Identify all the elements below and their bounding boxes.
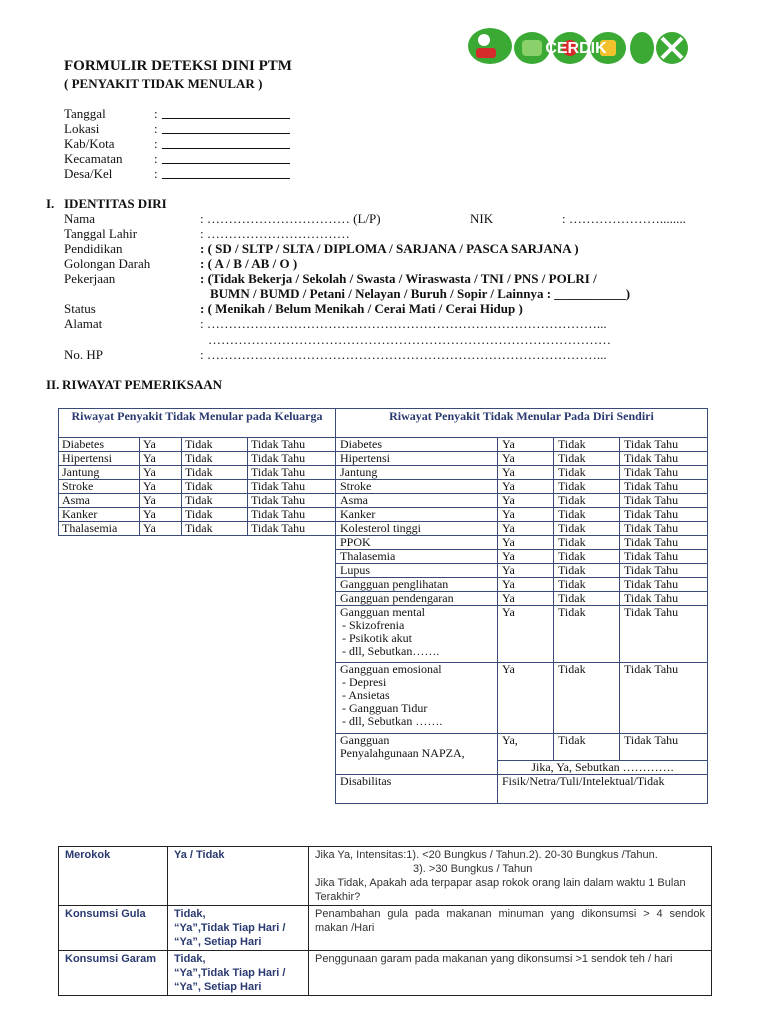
field-label: Kecamatan <box>64 151 123 166</box>
table-row[interactable] <box>336 578 708 592</box>
option-ya[interactable]: Ya <box>498 452 554 466</box>
option-tidak-tahu[interactable]: Tidak Tahu <box>248 494 336 508</box>
disease-name: PPOK <box>336 536 498 550</box>
form-title: FORMULIR DETEKSI DINI PTM <box>64 58 292 74</box>
table-row[interactable] <box>59 480 336 494</box>
option-ya[interactable]: Ya <box>498 663 554 734</box>
option-tidak-tahu[interactable]: Tidak Tahu <box>620 606 708 663</box>
table-row[interactable] <box>336 438 708 452</box>
disease-name: Lupus <box>336 564 498 578</box>
disease-name: Stroke <box>336 480 498 494</box>
field-label: Lokasi <box>64 121 100 136</box>
option-tidak-tahu[interactable]: Tidak Tahu <box>620 480 708 494</box>
table-row[interactable] <box>336 663 708 734</box>
option-tidak-tahu[interactable]: Tidak Tahu <box>620 508 708 522</box>
option-tidak-tahu[interactable]: Tidak Tahu <box>620 466 708 480</box>
option-ya[interactable]: Ya <box>140 508 182 522</box>
option-ya[interactable]: Ya <box>498 466 554 480</box>
field-label: Tanggal <box>64 106 106 121</box>
disease-name: Jantung <box>59 466 140 480</box>
nik-label: NIK <box>470 211 494 226</box>
disabilitas-label: Disabilitas <box>336 775 498 804</box>
option-tidak-tahu[interactable]: Tidak Tahu <box>248 438 336 452</box>
option-tidak[interactable]: Tidak <box>554 508 620 522</box>
option-tidak[interactable]: Tidak <box>182 522 248 536</box>
disease-name: Hipertensi <box>59 452 140 466</box>
family-table-header: Riwayat Penyakit Tidak Menular pada Keluarga <box>59 409 336 438</box>
option-tidak-tahu[interactable]: Tidak Tahu <box>620 522 708 536</box>
table-row[interactable] <box>336 494 708 508</box>
emosional-cell: Gangguan emosional - Depresi - Ansietas - Gangguan Tidur - dll, Sebutkan ……. <box>336 663 498 734</box>
table-row[interactable] <box>336 480 708 494</box>
table-row[interactable] <box>336 452 708 466</box>
option-tidak[interactable]: Tidak <box>554 438 620 452</box>
option-ya[interactable]: Ya <box>498 480 554 494</box>
table-row[interactable] <box>59 951 712 996</box>
option-ya[interactable]: Ya <box>498 606 554 663</box>
option-tidak[interactable]: Tidak <box>554 480 620 494</box>
disabilitas-options[interactable]: Fisik/Netra/Tuli/Intelektual/Tidak <box>498 775 708 804</box>
lifestyle-table <box>58 846 712 996</box>
disease-name: Diabetes <box>59 438 140 452</box>
option-tidak[interactable]: Tidak <box>182 452 248 466</box>
table-row[interactable] <box>336 606 708 663</box>
option-ya[interactable]: Ya <box>498 536 554 550</box>
option-tidak[interactable]: Tidak <box>182 466 248 480</box>
napza-sebutkan[interactable]: Jika, Ya, Sebutkan …………. <box>498 761 708 775</box>
merokok-desc: Jika Ya, Intensitas:1). <20 Bungkus / Tahun.2). 20-30 Bungkus /Tahun. 3). >30 Bungkus / Tahun Jika Tidak, Apakah ada terpapar asap rokok orang lain dalam waktu 1 Bulan Terakhir? <box>309 847 712 906</box>
merokok-options[interactable]: Ya / Tidak <box>168 847 309 906</box>
table-row[interactable] <box>59 452 336 466</box>
disease-name: Stroke <box>59 480 140 494</box>
table-row[interactable] <box>336 734 708 761</box>
table-row[interactable] <box>336 466 708 480</box>
table-row[interactable] <box>59 466 336 480</box>
option-ya[interactable]: Ya, <box>498 734 554 761</box>
option-tidak-tahu[interactable]: Tidak Tahu <box>248 508 336 522</box>
option-tidak-tahu[interactable]: Tidak Tahu <box>620 536 708 550</box>
option-tidak-tahu[interactable]: Tidak Tahu <box>620 564 708 578</box>
option-tidak[interactable]: Tidak <box>182 438 248 452</box>
option-tidak-tahu[interactable]: Tidak Tahu <box>248 522 336 536</box>
option-tidak[interactable]: Tidak <box>554 522 620 536</box>
option-tidak-tahu[interactable]: Tidak Tahu <box>620 494 708 508</box>
table-row[interactable] <box>59 847 712 906</box>
field-label: Desa/Kel <box>64 166 113 181</box>
option-tidak[interactable]: Tidak <box>182 480 248 494</box>
option-tidak-tahu[interactable]: Tidak Tahu <box>620 578 708 592</box>
option-ya[interactable]: Ya <box>498 578 554 592</box>
disease-name: Asma <box>59 494 140 508</box>
option-tidak-tahu[interactable]: Tidak Tahu <box>620 592 708 606</box>
option-tidak-tahu[interactable]: Tidak Tahu <box>248 452 336 466</box>
garam-label: Konsumsi Garam <box>59 951 168 996</box>
napza-cell: Gangguan Penyalahgunaan NAPZA, <box>336 734 498 775</box>
option-ya[interactable]: Ya <box>140 494 182 508</box>
option-tidak[interactable]: Tidak <box>554 734 620 761</box>
merokok-label: Merokok <box>59 847 168 906</box>
gula-desc: Penambahan gula pada makanan minuman yang dikonsumsi > 4 sendok makan /Hari <box>309 906 712 951</box>
option-tidak-tahu[interactable]: Tidak Tahu <box>620 438 708 452</box>
option-ya[interactable]: Ya <box>140 438 182 452</box>
family-history-table <box>58 408 336 536</box>
option-ya[interactable]: Ya <box>498 494 554 508</box>
svg-text:CERDIK: CERDIK <box>545 40 607 57</box>
table-row[interactable] <box>336 775 708 804</box>
option-tidak[interactable]: Tidak <box>182 494 248 508</box>
option-tidak-tahu[interactable]: Tidak Tahu <box>620 452 708 466</box>
option-ya[interactable]: Ya <box>140 522 182 536</box>
table-row[interactable] <box>59 508 336 522</box>
option-ya[interactable]: Ya <box>140 480 182 494</box>
option-ya[interactable]: Ya <box>498 522 554 536</box>
option-tidak[interactable]: Tidak <box>554 578 620 592</box>
table-row[interactable] <box>59 522 336 536</box>
own-history-table <box>335 408 708 804</box>
option-tidak[interactable]: Tidak <box>554 536 620 550</box>
gula-options[interactable]: Tidak, “Ya”,Tidak Tiap Hari / “Ya”, Setiap Hari <box>168 906 309 951</box>
garam-desc: Penggunaan garam pada makanan yang dikonsumsi >1 sendok teh / hari <box>309 951 712 996</box>
table-row[interactable] <box>336 508 708 522</box>
option-tidak[interactable]: Tidak <box>554 550 620 564</box>
disease-name: Kanker <box>336 508 498 522</box>
option-tidak[interactable]: Tidak <box>554 592 620 606</box>
nik-value: : …………………........ <box>562 211 686 226</box>
option-tidak[interactable]: Tidak <box>554 466 620 480</box>
cerdik-logo <box>462 22 690 70</box>
option-ya[interactable]: Ya <box>498 550 554 564</box>
disease-name: Jantung <box>336 466 498 480</box>
disease-name: Kanker <box>59 508 140 522</box>
field-label: Kab/Kota <box>64 136 115 151</box>
table-row[interactable] <box>59 438 336 452</box>
disease-name: Gangguan pendengaran <box>336 592 498 606</box>
option-ya[interactable]: Ya <box>140 466 182 480</box>
table-row[interactable] <box>336 536 708 550</box>
table-row[interactable] <box>59 906 712 951</box>
option-tidak[interactable]: Tidak <box>554 663 620 734</box>
table-row[interactable] <box>336 550 708 564</box>
option-ya[interactable]: Ya <box>498 508 554 522</box>
table-row[interactable] <box>336 522 708 536</box>
option-tidak[interactable]: Tidak <box>554 564 620 578</box>
option-tidak-tahu[interactable]: Tidak Tahu <box>620 663 708 734</box>
option-tidak-tahu[interactable]: Tidak Tahu <box>620 550 708 564</box>
form-subtitle: ( PENYAKIT TIDAK MENULAR ) <box>64 76 263 91</box>
disease-name: Gangguan penglihatan <box>336 578 498 592</box>
option-tidak-tahu[interactable]: Tidak Tahu <box>620 734 708 761</box>
option-tidak[interactable]: Tidak <box>554 606 620 663</box>
disease-name: Diabetes <box>336 438 498 452</box>
mental-cell: Gangguan mental - Skizofrenia - Psikotik akut - dll, Sebutkan……. <box>336 606 498 663</box>
option-tidak[interactable]: Tidak <box>554 494 620 508</box>
table-row[interactable] <box>336 592 708 606</box>
disease-name: Hipertensi <box>336 452 498 466</box>
disease-name: Asma <box>336 494 498 508</box>
disease-name: Thalasemia <box>59 522 140 536</box>
table-row[interactable] <box>336 564 708 578</box>
option-tidak-tahu[interactable]: Tidak Tahu <box>248 466 336 480</box>
disease-name: Thalasemia <box>336 550 498 564</box>
option-ya[interactable]: Ya <box>498 564 554 578</box>
table-row[interactable] <box>59 494 336 508</box>
own-table-header: Riwayat Penyakit Tidak Menular Pada Diri Sendiri <box>336 409 708 438</box>
option-tidak-tahu[interactable]: Tidak Tahu <box>248 480 336 494</box>
option-tidak[interactable]: Tidak <box>182 508 248 522</box>
option-tidak[interactable]: Tidak <box>554 452 620 466</box>
disease-name: Kolesterol tinggi <box>336 522 498 536</box>
gula-label: Konsumsi Gula <box>59 906 168 951</box>
option-ya[interactable]: Ya <box>498 592 554 606</box>
garam-options[interactable]: Tidak, “Ya”,Tidak Tiap Hari / “Ya”, Setiap Hari <box>168 951 309 996</box>
option-ya[interactable]: Ya <box>140 452 182 466</box>
option-ya[interactable]: Ya <box>498 438 554 452</box>
